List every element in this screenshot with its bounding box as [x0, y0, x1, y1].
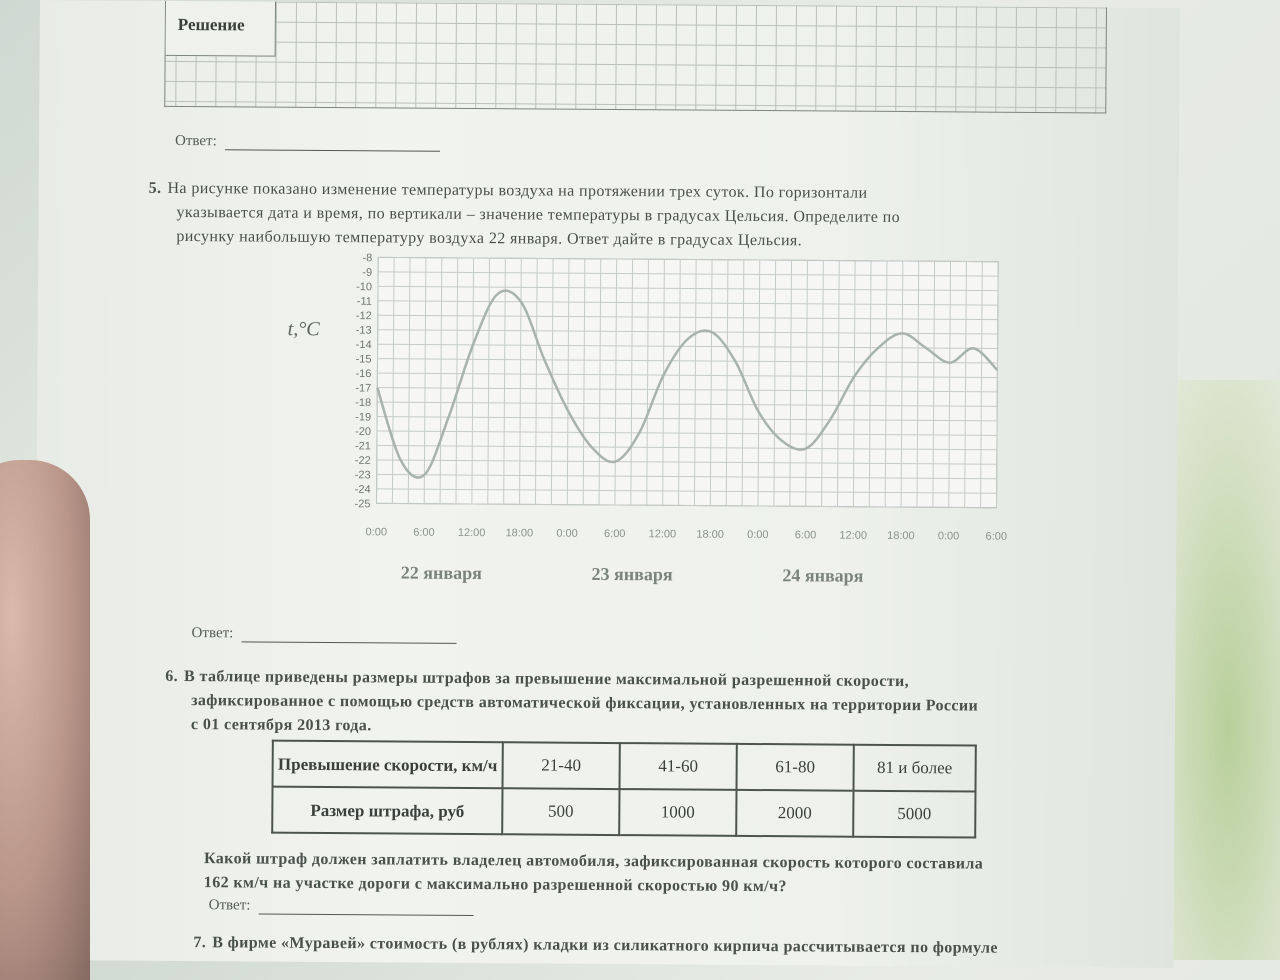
y-tick-label: -12: [355, 310, 372, 323]
x-tick-label: 0:00: [365, 526, 388, 539]
x-tick-label: 6:00: [985, 530, 1008, 543]
y-tick-label: -18: [355, 396, 372, 410]
answer-line[interactable]: [258, 914, 473, 917]
y-tick-label: -8: [362, 252, 373, 265]
date-label: 23 января: [591, 563, 673, 585]
table-row: [272, 787, 975, 838]
y-tick-label: -24: [354, 483, 371, 496]
y-tick-label: -11: [356, 295, 372, 308]
answer-label: Ответ:: [174, 132, 217, 150]
date-label: 24 января: [782, 565, 864, 586]
date-label: 22 января: [400, 562, 483, 584]
x-tick-label: 12:00: [457, 526, 486, 540]
x-tick-label: 18:00: [887, 529, 915, 543]
task-line: На рисунке показано изменение температуры воздуха на протяжении трех суток. По горизонтали: [167, 179, 868, 202]
worksheet-page: [33, 0, 1180, 968]
y-tick-label: -22: [354, 454, 371, 467]
task-number: 5.: [148, 179, 162, 197]
table-cell: 21-40: [503, 742, 620, 789]
fine-header-cell: Размер штрафа, руб: [272, 787, 502, 835]
y-tick-label: -19: [355, 411, 372, 424]
y-tick-label: -10: [356, 281, 373, 294]
task-6-text: [165, 665, 1115, 744]
answer-field-5[interactable]: [192, 625, 457, 644]
y-axis-label: t,°C: [287, 318, 320, 341]
y-tick-label: -25: [354, 498, 371, 511]
x-tick-label: 18:00: [696, 528, 724, 541]
task-7-text: [193, 931, 1113, 961]
y-tick-label: -23: [354, 469, 371, 482]
task-line: В таблице приведены размеры штрафов за превышение максимальной разрешенной скорости,: [184, 668, 910, 691]
solution-grid: [164, 1, 1107, 114]
x-tick-label: 0:00: [747, 528, 769, 542]
x-tick-label: 6:00: [794, 529, 817, 542]
y-tick-label: -15: [355, 353, 372, 366]
task-line: зафиксированное с помощью средств автоматической фиксации, установленных на территории России: [191, 692, 979, 715]
answer-label: Ответ:: [191, 625, 234, 642]
x-tick-label: 18:00: [505, 527, 534, 540]
speed-header-cell: Превышение скорости, км/ч: [273, 741, 503, 789]
y-tick-label: -16: [355, 367, 372, 381]
task-number: 6.: [165, 667, 179, 685]
solution-label: Решение: [166, 1, 276, 57]
fines-table: [271, 740, 977, 839]
task-5-text: [148, 177, 1108, 256]
table-cell: 41-60: [620, 743, 737, 790]
x-tick-label: 0:00: [556, 527, 578, 540]
y-tick-label: -13: [355, 324, 372, 337]
table-cell: 61-80: [737, 744, 854, 791]
plot-area: [376, 257, 998, 507]
table-cell: 1000: [619, 789, 736, 836]
x-tick-label: 12:00: [648, 528, 677, 541]
x-tick-label: 6:00: [603, 527, 626, 541]
y-tick-label: -21: [354, 440, 371, 453]
table-cell: 5000: [853, 791, 975, 838]
x-tick-label: 0:00: [937, 530, 960, 543]
answer-field-4[interactable]: [175, 133, 440, 152]
task-line: рисунку наибольшую температуру воздуха 22 января. Ответ дайте в градусах Цельсия.: [176, 227, 803, 250]
table-cell: 2000: [736, 790, 853, 837]
answer-line[interactable]: [241, 641, 456, 644]
temperature-chart: [236, 246, 1008, 591]
answer-line[interactable]: [225, 149, 440, 152]
task-line: В фирме «Муравей» стоимость (в рублях) кладки из силикатного кирпича рассчитывается по формуле: [212, 934, 998, 957]
y-tick-label: -14: [355, 339, 372, 352]
table-cell: 500: [502, 788, 619, 835]
table-cell: 81 и более: [853, 745, 975, 792]
task-6-question: [204, 847, 1104, 901]
task-line: указывается дата и время, по вертикали – значение температуры в градусах Цельсия. Определите по: [176, 203, 901, 227]
answer-field-6[interactable]: [209, 897, 474, 916]
task-line: с 01 сентября 2013 года.: [190, 716, 372, 735]
x-tick-label: 12:00: [839, 529, 868, 542]
task-line: 162 км/ч на участке дороги с максимально разрешенной скоростью 90 км/ч?: [203, 874, 787, 896]
x-tick-label: 6:00: [413, 526, 435, 539]
thumb-photo: [0, 460, 90, 980]
y-tick-label: -9: [362, 266, 373, 279]
table-row: [273, 741, 976, 792]
task-number: 7.: [193, 934, 207, 952]
y-tick-label: -17: [355, 382, 372, 395]
answer-label: Ответ:: [208, 897, 251, 914]
y-tick-label: -20: [355, 425, 372, 438]
task-line: Какой штраф должен заплатить владелец автомобиля, зафиксированная скорость которого составила: [203, 850, 984, 873]
